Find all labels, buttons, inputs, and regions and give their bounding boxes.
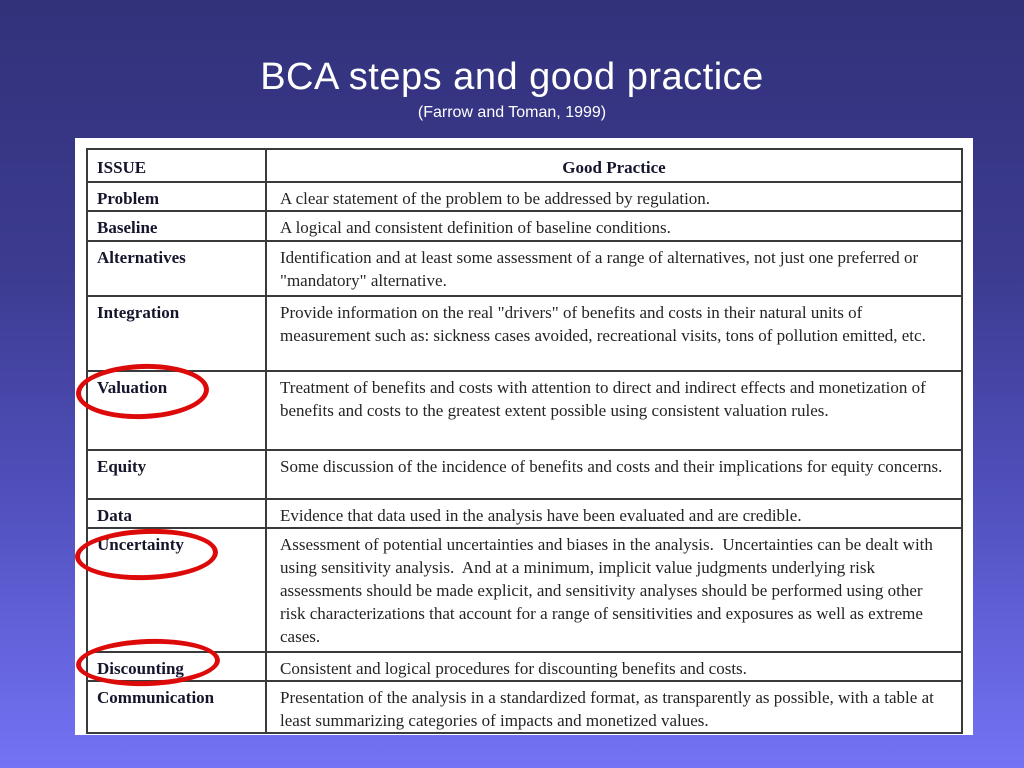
bca-table	[86, 148, 963, 734]
page-title: BCA steps and good practice	[260, 56, 764, 98]
table-row-discounting	[87, 652, 962, 681]
page-subtitle: (Farrow and Toman, 1999)	[417, 104, 607, 121]
table-row-data	[87, 499, 962, 528]
practice-cell: Evidence that data used in the analysis have been evaluated and are credible.	[266, 499, 962, 528]
column-header-issue: ISSUE	[87, 149, 266, 182]
practice-cell: Assessment of potential uncertainties and biases in the analysis. Uncertainties can be dealt with using sensitivity analysis. And at a minimum, implicit value judgments underlying risk assessments should be made explicit, and sensitivity analyses should be performed using other risk characterizations that account for a range of sensitivities and exposures as well as extreme cases.	[266, 528, 962, 652]
practice-cell: Treatment of benefits and costs with attention to direct and indirect effects and monetization of benefits and costs to the greatest extent possible using consistent valuation rules.	[266, 371, 962, 450]
table-row-alternatives	[87, 241, 962, 296]
table-row-problem	[87, 182, 962, 211]
issue-cell: Uncertainty	[87, 528, 266, 652]
issue-cell: Discounting	[87, 652, 266, 681]
table-row-equity	[87, 450, 962, 499]
table-header-row	[87, 149, 962, 182]
practice-cell: A logical and consistent definition of baseline conditions.	[266, 211, 962, 241]
table-row-communication	[87, 681, 962, 733]
table-row-uncertainty	[87, 528, 962, 652]
practice-cell: Some discussion of the incidence of benefits and costs and their implications for equity concerns.	[266, 450, 962, 499]
issue-cell: Data	[87, 499, 266, 528]
table-row-baseline	[87, 211, 962, 241]
issue-cell: Problem	[87, 182, 266, 211]
table-panel	[75, 138, 973, 735]
issue-cell: Alternatives	[87, 241, 266, 296]
issue-cell: Equity	[87, 450, 266, 499]
issue-cell: Valuation	[87, 371, 266, 450]
issue-cell: Baseline	[87, 211, 266, 241]
practice-cell: Presentation of the analysis in a standardized format, as transparently as possible, with a table at least summarizing categories of impacts and monetized values.	[266, 681, 962, 733]
issue-cell: Integration	[87, 296, 266, 371]
practice-cell: Consistent and logical procedures for discounting benefits and costs.	[266, 652, 962, 681]
practice-cell: Identification and at least some assessment of a range of alternatives, not just one preferred or "mandatory" alternative.	[266, 241, 962, 296]
column-header-good-practice: Good Practice	[266, 149, 962, 182]
practice-cell: A clear statement of the problem to be addressed by regulation.	[266, 182, 962, 211]
practice-cell: Provide information on the real "drivers" of benefits and costs in their natural units of measurement such as: sickness cases avoided, recreational visits, tons of pollution emitted, etc.	[266, 296, 962, 371]
issue-cell: Communication	[87, 681, 266, 733]
table-row-integration	[87, 296, 962, 371]
table-row-valuation	[87, 371, 962, 450]
